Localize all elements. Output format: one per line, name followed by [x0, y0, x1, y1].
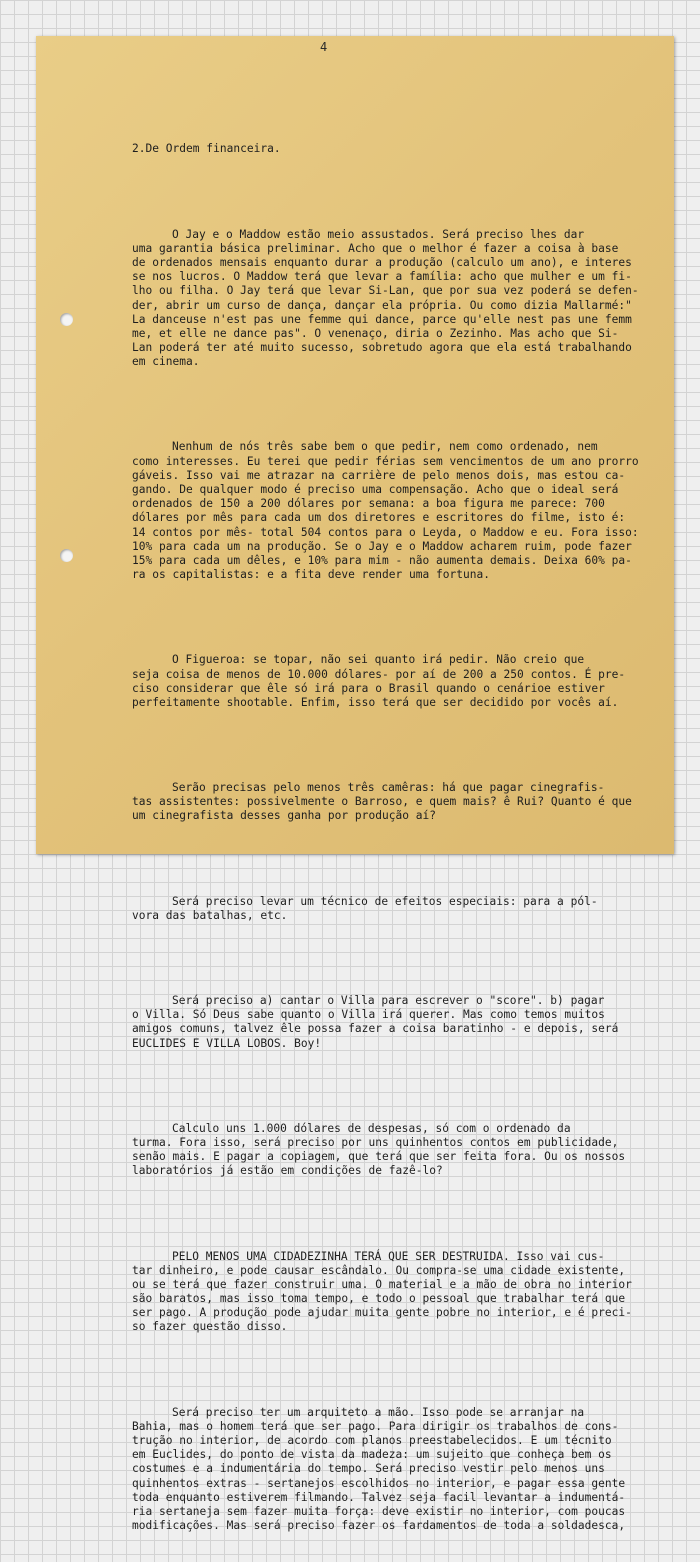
text-line: Bahia, mas o homem terá que ser pago. Para dirigir os trabalhos de cons-: [132, 1419, 619, 1433]
punch-hole: [60, 313, 73, 326]
text-line: senão mais. E pagar a copiagem, que terá que ser feita fora. Ou os nossos: [132, 1150, 626, 1164]
text-line: laboratórios já estão em condições de fazê-lo?: [132, 1164, 443, 1178]
text-line: são baratos, mas isso toma tempo, e todo o pessoal que trabalhar terá que: [132, 1292, 626, 1306]
text-line: modificações. Mas será preciso fazer os fardamentos de toda a soldadesca,: [132, 1519, 626, 1533]
text-line: Será preciso ter um arquiteto a mão. Isso pode se arranjar na: [172, 1405, 585, 1419]
text-line: Serão precisas pelo menos três camêras: há que pagar cinegrafis-: [172, 781, 605, 795]
text-line: tas assistentes: possivelmente o Barroso, e quem mais? ê Rui? Quanto é que: [132, 795, 632, 809]
text-line: costumes e a indumentária do tempo. Será preciso vestir pelo menos uns: [132, 1462, 605, 1476]
text-line: O Jay e o Maddow estão meio assustados. Será preciso lhes dar: [172, 227, 585, 241]
punch-hole: [60, 549, 73, 562]
text-line: Será preciso levar um técnico de efeitos especiais: para a pól-: [172, 894, 598, 908]
paragraph: [132, 228, 639, 370]
page-number: 4: [320, 40, 328, 54]
text-line: Lan poderá ter até muito sucesso, sobretudo agora que ela está trabalhando: [132, 341, 632, 355]
text-line: trução no interior, de acordo com planos preestabelecidos. E um técnito: [132, 1434, 612, 1448]
text-line: ser pago. A produção pode ajudar muita gente pobre no interior, e é preci-: [132, 1306, 632, 1320]
text-line: vora das batalhas, etc.: [132, 908, 288, 922]
text-line: seja coisa de menos de 10.000 dólares- por aí de 200 a 250 contos. É pre-: [132, 667, 626, 681]
paragraph: [132, 994, 639, 1051]
text-line: PELO MENOS UMA CIDADEZINHA TERÁ QUE SER DESTRUIDA. Isso vai cus-: [172, 1249, 605, 1263]
section-heading: 2.De Ordem financeira.: [132, 142, 281, 156]
text-line: uma garantia básica preliminar. Acho que o melhor é fazer a coisa à base: [132, 241, 619, 255]
text-line: em cinema.: [132, 355, 200, 369]
text-line: amigos comuns, talvez êle possa fazer a coisa baratinho - e depois, será: [132, 1022, 619, 1036]
text-line: Calculo uns 1.000 dólares de despesas, só com o ordenado da: [172, 1121, 571, 1135]
text-line: ria sertaneja sem fazer muita força: deve existir no interior, com poucas: [132, 1504, 626, 1518]
text-line: em Euclides, do ponto de vista da madeza: um sujeito que conheça bem os: [132, 1448, 612, 1462]
text-line: ordenados de 150 a 200 dólares por semana: a boa figura me parece: 700: [132, 497, 605, 511]
text-line: ra os capitalistas: e a fita deve render uma fortuna.: [132, 568, 491, 582]
text-line: tar dinheiro, e pode causar escândalo. Ou compra-se uma cidade existente,: [132, 1263, 626, 1277]
typewritten-page: [36, 36, 674, 1533]
text-line: ciso considerar que êle só irá para o Brasil quando o cenárioe estiver: [132, 681, 605, 695]
text-line: perfeitamente shootable. Enfim, isso terá que ser decidido por vocês aí.: [132, 695, 619, 709]
text-line: 15% para cada um dêles, e 10% para mim - não aumenta demais. Deixa 60% pa-: [132, 553, 632, 567]
text-line: 14 contos por mês- total 504 contos para o Leyda, o Maddow e eu. Fora isso:: [132, 525, 639, 539]
text-line: gáveis. Isso vai me atrazar na carrière de pelo menos dois, mas estou ca-: [132, 468, 626, 482]
text-line: 10% para cada um na produção. Se o Jay e o Maddow acharem ruim, pode fazer: [132, 539, 632, 553]
text-line: como interesses. Eu terei que pedir férias sem vencimentos de um ano prorro: [132, 454, 639, 468]
document-body: [132, 114, 639, 1562]
text-line: ou se terá que fazer construir uma. O material e a mão de obra no interior: [132, 1277, 632, 1291]
paragraph: [132, 1122, 639, 1179]
paragraph: [132, 653, 639, 710]
text-line: o Villa. Só Deus sabe quanto o Villa irá querer. Mas como temos muitos: [132, 1008, 605, 1022]
text-line: um cinegrafista desses ganha por produção aí?: [132, 809, 436, 823]
text-line: der, abrir um curso de dança, dançar ela própria. Ou como dizia Mallarmé:": [132, 298, 632, 312]
paragraph: [132, 1250, 639, 1335]
text-line: EUCLIDES E VILLA LOBOS. Boy!: [132, 1036, 322, 1050]
text-line: lho ou filha. O Jay terá que levar Si-Lan, que por sua vez poderá se defen-: [132, 284, 639, 298]
text-line: me, et elle ne dance pas". O venenaço, diria o Zezinho. Mas acho que Si-: [132, 326, 619, 340]
text-line: Será preciso a) cantar o Villa para escrever o "score". b) pagar: [172, 994, 605, 1008]
text-line: dólares por mês para cada um dos diretores e escritores do filme, isto é:: [132, 511, 626, 525]
paragraph: [132, 781, 639, 824]
text-line: turma. Fora isso, será preciso por uns quinhentos contos em publicidade,: [132, 1135, 619, 1149]
text-line: La danceuse n'est pas une femme qui dance, parce qu'elle nest pas une femm: [132, 312, 632, 326]
paragraph: [132, 895, 639, 923]
text-line: quinhentos extras - sertanejos escolhidos no interior, e pagar essa gente: [132, 1476, 626, 1490]
text-line: so fazer questão disso.: [132, 1320, 288, 1334]
paragraph: [132, 440, 639, 582]
text-line: gando. De qualquer modo é preciso uma compensação. Acho que o ideal será: [132, 483, 619, 497]
text-line: Nenhum de nós três sabe bem o que pedir, nem como ordenado, nem: [172, 440, 598, 454]
paragraph: [132, 1406, 639, 1534]
text-line: toda enquanto estiverem filmando. Talvez seja facil levantar a indumentá-: [132, 1490, 626, 1504]
text-line: de ordenados mensais enquanto durar a produção (calculo um ano), e interes: [132, 255, 632, 269]
text-line: O Figueroa: se topar, não sei quanto irá pedir. Não creio que: [172, 653, 585, 667]
text-line: se nos lucros. O Maddow terá que levar a família: acho que mulher e um fi-: [132, 270, 632, 284]
